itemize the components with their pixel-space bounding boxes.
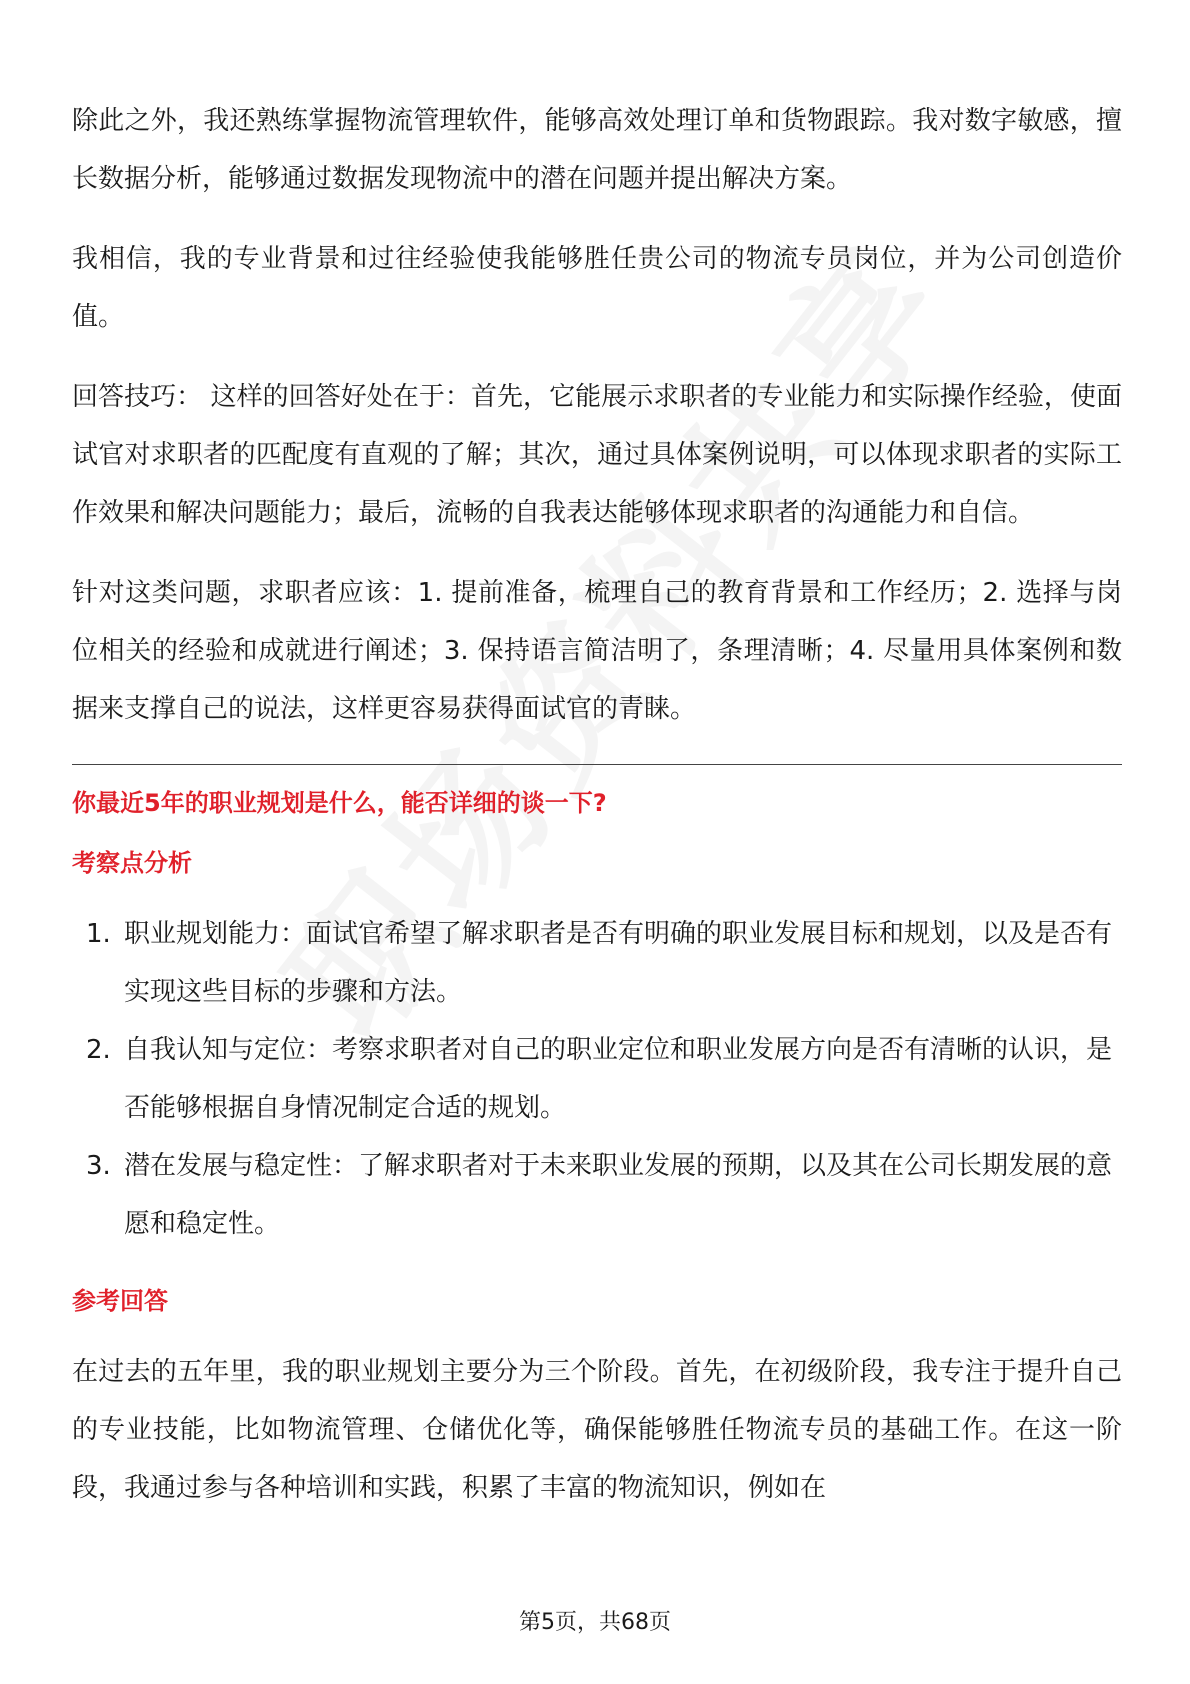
section-divider xyxy=(72,764,1122,765)
list-number: 3. xyxy=(86,1151,111,1181)
reference-heading: 参考回答 xyxy=(72,1287,168,1315)
analysis-list xyxy=(72,905,1122,1253)
page-content xyxy=(72,92,1122,1539)
page-number: 第5页，共68页 xyxy=(519,1610,671,1635)
list-text: 自我认知与定位：考察求职者对自己的职业定位和职业发展方向是否有清晰的认识，是否能够根据自身情况制定合适的规划。 xyxy=(124,1035,1113,1123)
list-text: 职业规划能力：面试官希望了解求职者是否有明确的职业发展目标和规划，以及是否有实现这些目标的步骤和方法。 xyxy=(124,919,1113,1007)
list-item xyxy=(72,1137,1122,1253)
analysis-heading: 考察点分析 xyxy=(72,849,192,877)
list-number: 2. xyxy=(86,1035,111,1065)
list-number: 1. xyxy=(86,919,111,949)
paragraph-software-skills: 除此之外，我还熟练掌握物流管理软件，能够高效处理订单和货物跟踪。我对数字敏感，擅长数据分析，能够通过数据发现物流中的潜在问题并提出解决方案。 xyxy=(72,106,1122,194)
list-item xyxy=(72,1021,1122,1137)
list-item xyxy=(72,905,1122,1021)
list-text: 潜在发展与稳定性：了解求职者对于未来职业发展的预期，以及其在公司长期发展的意愿和稳定性。 xyxy=(124,1151,1113,1239)
reference-answer: 在过去的五年里，我的职业规划主要分为三个阶段。首先，在初级阶段，我专注于提升自己的专业技能，比如物流管理、仓储优化等，确保能够胜任物流专员的基础工作。在这一阶段，我通过参与各种培训和实践，积累了丰富的物流知识，例如在 xyxy=(72,1357,1122,1503)
paragraph-answer-tips: 回答技巧： 这样的回答好处在于：首先，它能展示求职者的专业能力和实际操作经验，使面试官对求职者的匹配度有直观的了解；其次，通过具体案例说明，可以体现求职者的实际工作效果和解决问题能力；最后，流畅的自我表达能够体现求职者的沟通能力和自信。 xyxy=(72,382,1122,528)
paragraph-confidence: 我相信，我的专业背景和过往经验使我能够胜任贵公司的物流专员岗位，并为公司创造价值。 xyxy=(72,244,1122,332)
question-title: 你最近5年的职业规划是什么，能否详细的谈一下? xyxy=(72,789,607,817)
paragraph-advice: 针对这类问题，求职者应该：1. 提前准备，梳理自己的教育背景和工作经历；2. 选择与岗位相关的经验和成就进行阐述；3. 保持语言简洁明了，条理清晰；4. 尽量用具体案例和数据来支撑自己的说法，这样更容易获得面试官的青睐。 xyxy=(72,578,1122,724)
